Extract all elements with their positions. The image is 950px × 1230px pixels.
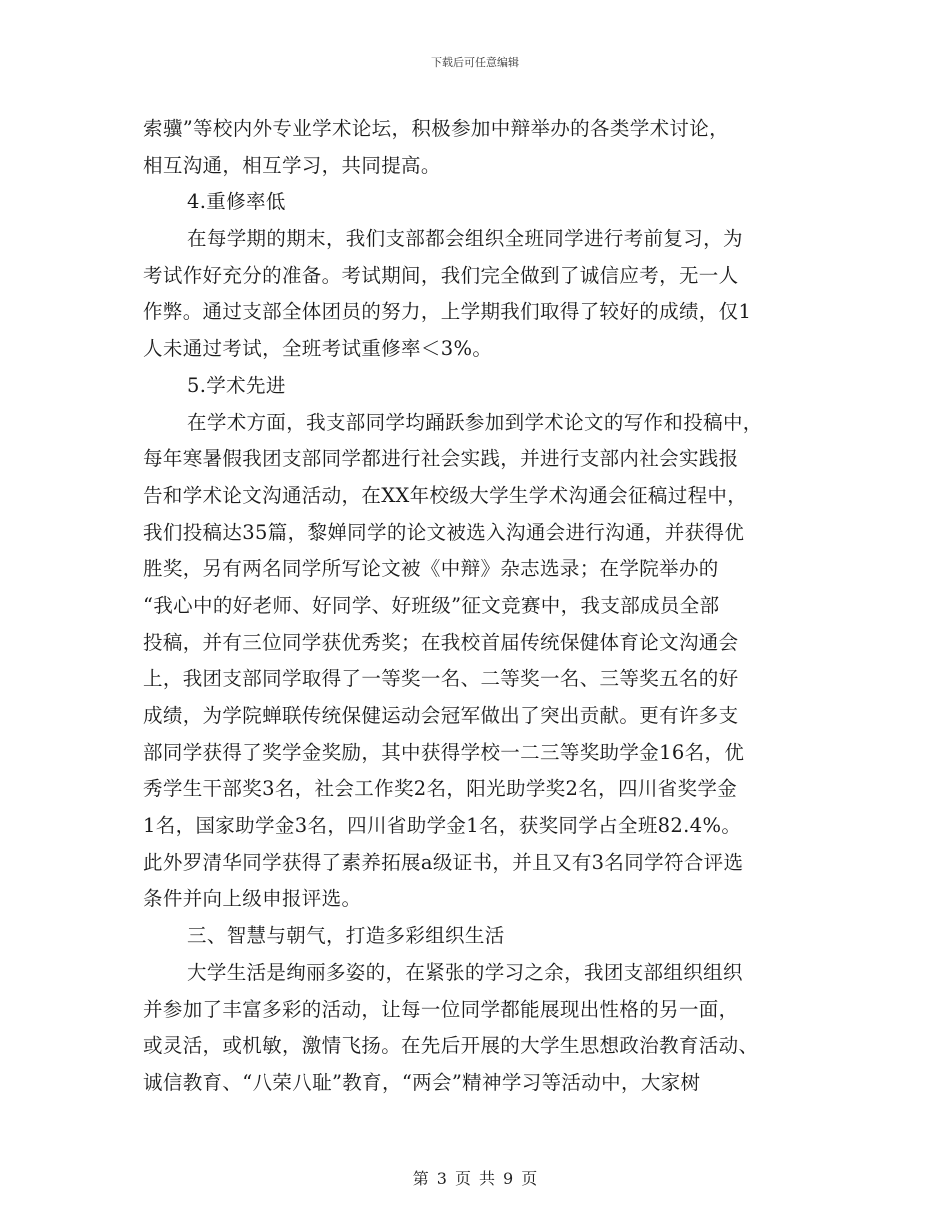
text-line: 或灵活，或机敏，激情飞扬。在先后开展的大学生思想政治教育活动、 <box>143 1034 759 1058</box>
text-line: 索骥”等校内外专业学术论坛，积极参加中辩举办的各类学术讨论， <box>143 117 729 140</box>
text-line: 诚信教育、“八荣八耻”教育，“两会”精神学习等活动中，大家树 <box>143 1070 701 1094</box>
footer-suffix: 页 <box>521 1169 538 1188</box>
text-line: 部同学获得了奖学金奖励，其中获得学校一二三等奖助学金16名，优 <box>143 740 745 764</box>
footer-total-pages: 9 <box>503 1169 514 1188</box>
text-line: 成绩，为学院蝉联传统保健运动会冠军做出了突出贡献。更有许多支 <box>143 704 739 727</box>
text-line: 此外罗清华同学获得了素养拓展a级证书，并且又有3名同学符合评选 <box>143 850 744 874</box>
text-line: 秀学生干部奖3名，社会工作奖2名，阳光助学奖2名，四川省奖学金 <box>143 777 738 801</box>
text-line: 胜奖，另有两名同学所写论文被《中辩》杂志选录；在学院举办的 <box>143 557 719 581</box>
footer-prefix: 第 <box>412 1169 429 1188</box>
text-line: 三、智慧与朝气，打造多彩组织生活 <box>187 924 505 948</box>
text-line: 作弊。通过支部全体团员的努力，上学期我们取得了较好的成绩，仅1 <box>143 300 752 324</box>
text-line: 上，我团支部同学取得了一等奖一名、二等奖一名、三等奖五名的好 <box>143 667 739 691</box>
text-line: 考试作好充分的准备。考试期间，我们完全做到了诚信应考，无一人 <box>143 263 739 287</box>
text-line: 大学生活是绚丽多姿的，在紧张的学习之余，我团支部组织组织 <box>187 960 743 984</box>
text-line: 在学术方面，我支部同学均踊跃参加到学术论文的写作和投稿中， <box>187 410 763 434</box>
text-line: 告和学术论文沟通活动，在XX年校级大学生学术沟通会征稿过程中， <box>143 483 748 507</box>
footer-total-label: 共 <box>479 1169 496 1188</box>
text-line: 并参加了丰富多彩的活动，让每一位同学都能展现出性格的另一面， <box>143 997 739 1021</box>
footer-page-label: 页 <box>454 1169 471 1188</box>
footer-page-number: 3 <box>436 1169 447 1188</box>
text-line: 人未通过考试，全班考试重修率＜3%。 <box>143 337 493 361</box>
text-line: 每年寒暑假我团支部同学都进行社会实践，并进行支部内社会实践报 <box>143 447 739 471</box>
text-line: 投稿，并有三位同学获优秀奖；在我校首届传统保健体育论文沟通会 <box>143 630 739 654</box>
text-line: “我心中的好老师、好同学、好班级”征文竞赛中，我支部成员全部 <box>143 593 720 617</box>
text-line: 1名，国家助学金3名，四川省助学金1名，获奖同学占全班82.4%。 <box>143 814 742 838</box>
page-footer <box>0 1166 950 1189</box>
text-line: 相互沟通，相互学习，共同提高。 <box>143 153 441 177</box>
text-line: 在每学期的期末，我们支部都会组织全班同学进行考前复习，为 <box>187 227 743 251</box>
text-line: 我们投稿达35篇，黎婵同学的论文被选入沟通会进行沟通，并获得优 <box>143 520 745 544</box>
text-line: 5.学术先进 <box>187 373 286 397</box>
header-text: 下载后可任意编辑 <box>431 56 519 69</box>
page-header <box>0 54 950 70</box>
document-body <box>143 111 811 1102</box>
text-line: 4.重修率低 <box>187 190 286 214</box>
text-line: 条件并向上级申报评选。 <box>143 887 362 911</box>
